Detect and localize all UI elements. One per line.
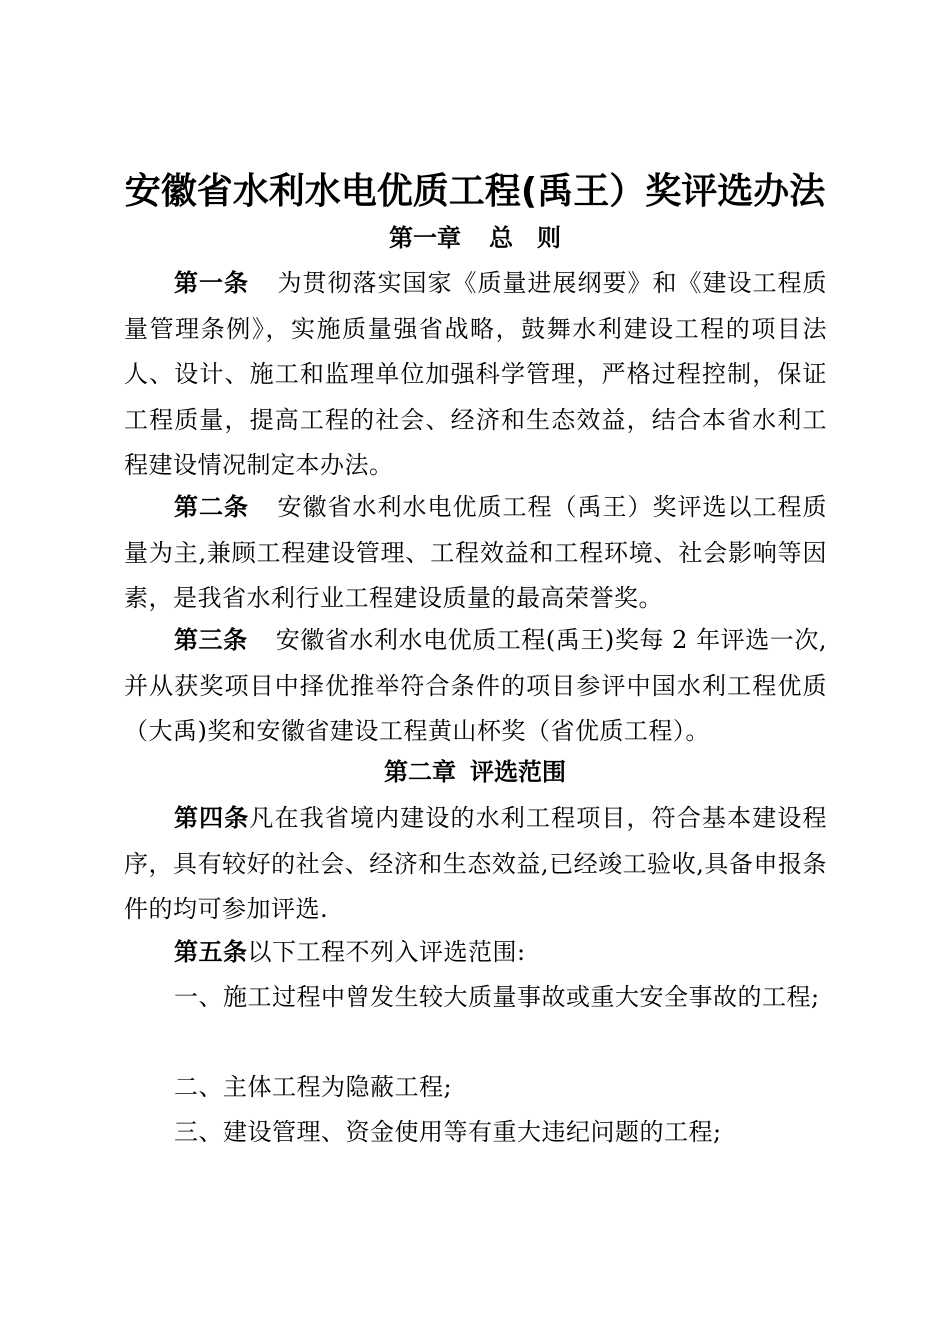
article-label: 第五条 [174,938,248,966]
article-5 [124,930,827,976]
article-3 [124,618,827,755]
article-text: 安徽省水利水电优质工程(禹王)奖每 2 年评选一次,并从获奖项目中择优推举符合条件的项目参评中国水利工程优质（大禹)奖和安徽省建设工程黄山杯奖（省优质工程）。 [124,626,828,745]
chapter-name: 评选范围 [470,758,566,786]
chapter-name: 总 则 [489,224,561,252]
exclusion-item-2: 二、主体工程为隐蔽工程; [174,1073,453,1101]
article-label: 第四条 [174,804,250,832]
article-label: 第一条 [174,269,249,297]
chapter-heading-2 [0,752,950,792]
exclusion-item-3: 三、建设管理、资金使用等有重大违纪问题的工程; [174,1118,722,1146]
chapter-number: 第二章 [384,758,456,786]
document-title: 安徽省水利水电优质工程(禹王）奖评选办法 [124,171,826,212]
exclusion-item-1: 一、施工过程中曾发生较大质量事故或重大安全事故的工程; [174,983,820,1011]
article-text: 安徽省水利水电优质工程（禹王）奖评选以工程质量为主,兼顾工程建设管理、工程效益和工程环境、社会影响等因素，是我省水利行业工程建设质量的最高荣誉奖。 [124,493,827,612]
article-text: 以下工程不列入评选范围: [247,938,526,966]
chapter-number: 第一章 [389,224,461,252]
article-label: 第二条 [174,493,249,521]
article-1 [124,261,827,489]
article-2 [124,485,827,622]
article-text: 为贯彻落实国家《质量进展纲要》和《建设工程质量管理条例》，实施质量强省战略，鼓舞水利建设工程的项目法人、设计、施工和监理单位加强科学管理，严格过程控制，保证工程质量，提高工程的社会、经济和生态效益，结合本省水利工程建设情况制定本办法。 [124,269,827,479]
article-text: 凡在我省境内建设的水利工程项目，符合基本建设程序，具有较好的社会、经济和生态效益,已经竣工验收,具备申报条件的均可参加评选. [124,804,828,923]
article-label: 第三条 [174,626,248,654]
chapter-heading-1 [0,218,950,258]
article-4 [124,796,827,933]
